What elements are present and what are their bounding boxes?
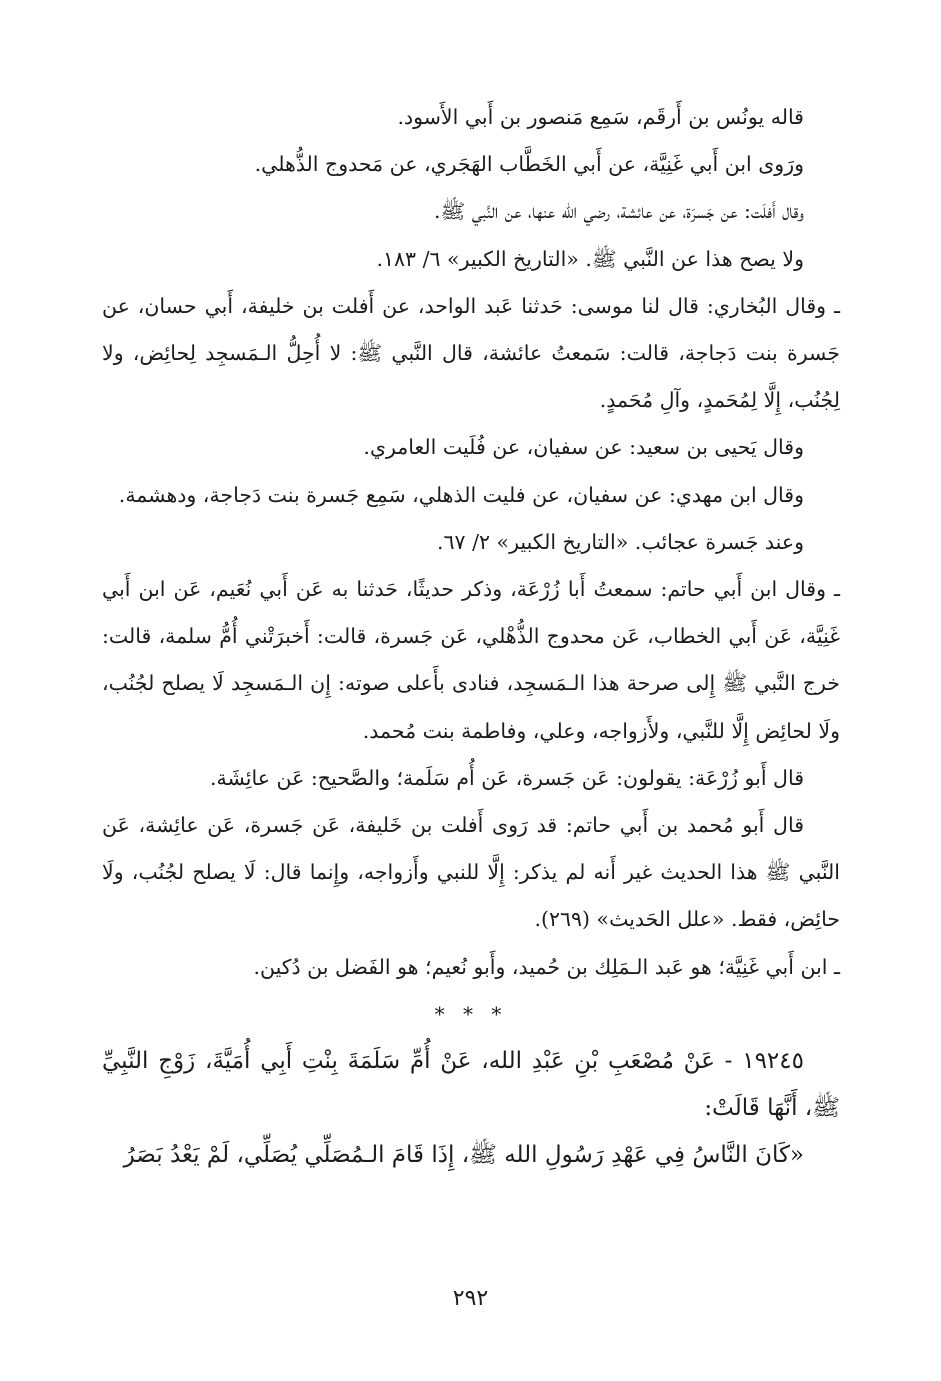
paragraph-2: ورَوى ابن أَبي غَنِيَّة، عن أَبي الخَطَّاب الهَجَري، عن مَحدوج الذُّهلي. [254,152,804,177]
page-number: ٢٩٢ [452,1286,489,1311]
paragraph-7: وقال ابن مهدي: عن سفيان، عن فليت الذهلي، سَمِع جَسرة بنت دَجاجة، ودهشمة. [118,482,804,507]
paragraph-5: ـ وقال البُخاري: قال لنا موسى: حَدثنا عَبد الواحد، عن أَفلت بن خليفة، أَبي حسان، عن جَسرة بنت دَجاجة، قالت: سَمعتُ عائشة، قال النَّبي ﷺ: لا أُحِلُّ الـمَسجِد لِحائِض، ولا لِجُنُب، إِلَّا لِمُحَمدٍ، وآلِ مُحَمدٍ. [102,293,840,413]
hadith-heading: ١٩٢٤٥ - عَنْ مُصْعَبِ بْنِ عَبْدِ الله، عَنْ أُمِّ سَلَمَةَ بِنْتِ أَبِي أُمَيَّةَ، زَوْجِ النَّبِيِّ ﷺ، أَنَّهَا قَالَتْ: [102,1048,840,1122]
paragraph-11: قال أَبو مُحمد بن أَبي حاتم: قد رَوى أَفلت بن خَليفة، عَن جَسرة، عَن عائِشة، عَن النَّبي ﷺ هذا الحديث غير أَنه لم يذكر: إِلَّا للنبي وأَزواجه، وإِنما قال: لَا يصلح لجُنُب، ولَا حائِض، فقط. «علل الحَديث» (٢٦٩). [102,813,840,932]
paragraph-8: وعند جَسرة عجائب. «التاريخ الكبير» ٢/ ٦٧. [437,529,804,554]
hadith-text: «كَانَ النَّاسُ فِي عَهْدِ رَسُولِ الله ﷺ، إِذَا قَامَ الـمُصَلِّي يُصَلِّي، لَمْ يَعْدُ بَصَرُ [123,1142,804,1169]
section-separator: * * * [434,1001,508,1026]
main-text [102,94,840,1180]
paragraph-12: ـ ابن أَبي غَنِيَّة؛ هو عَبد الـمَلِك بن حُميد، وأَبو نُعيم؛ هو الفَضل بن دُكين. [253,954,840,979]
paragraph-6: وقال يَحيى بن سعيد: عن سفيان، عن فُلَيت العامري. [363,435,804,460]
paragraph-1: قاله يونُس بن أَرقَم، سَمِع مَنصور بن أَبي الأَسود. [397,105,804,129]
paragraph-10: قال أَبو زُرْعَة: يقولون: عَن جَسرة، عَن أُم سَلَمة؛ والصَّحيح: عَن عائِشَة. [209,765,804,790]
paragraph-9: ـ وقال ابن أَبي حاتم: سمعتُ أَبا زُرْعَة، وذكر حديثًا، حَدثنا به عَن أَبي نُعَيم، عَن ابن أَبي غَنِيَّة، عَن أَبي الخطاب، عَن محدوج الذُّهْلي، عَن جَسرة، قالت: أَخبرَتْني أُمُّ سلمة، قالت: خرج النَّبي ﷺ إِلى صرحة هذا الـمَسجِد، فنادى بأَعلى صوته: إِن الـمَسجِد لَا يصلح لجُنُب، ولَا لحائِض إِلَّا للنَّبي، ولأَزواجه، وعلي، وفاطمة بنت مُحمد. [102,577,840,743]
paragraph-4: ولا يصح هذا عن النَّبي ﷺ. «التاريخ الكبير» ٦/ ١٨٣. [376,246,804,271]
paragraph-3: وقال أَفلَت: عن جَسرَة، عن عائشة، رضي الله عنها، عن النَّبي ﷺ. [433,199,804,224]
